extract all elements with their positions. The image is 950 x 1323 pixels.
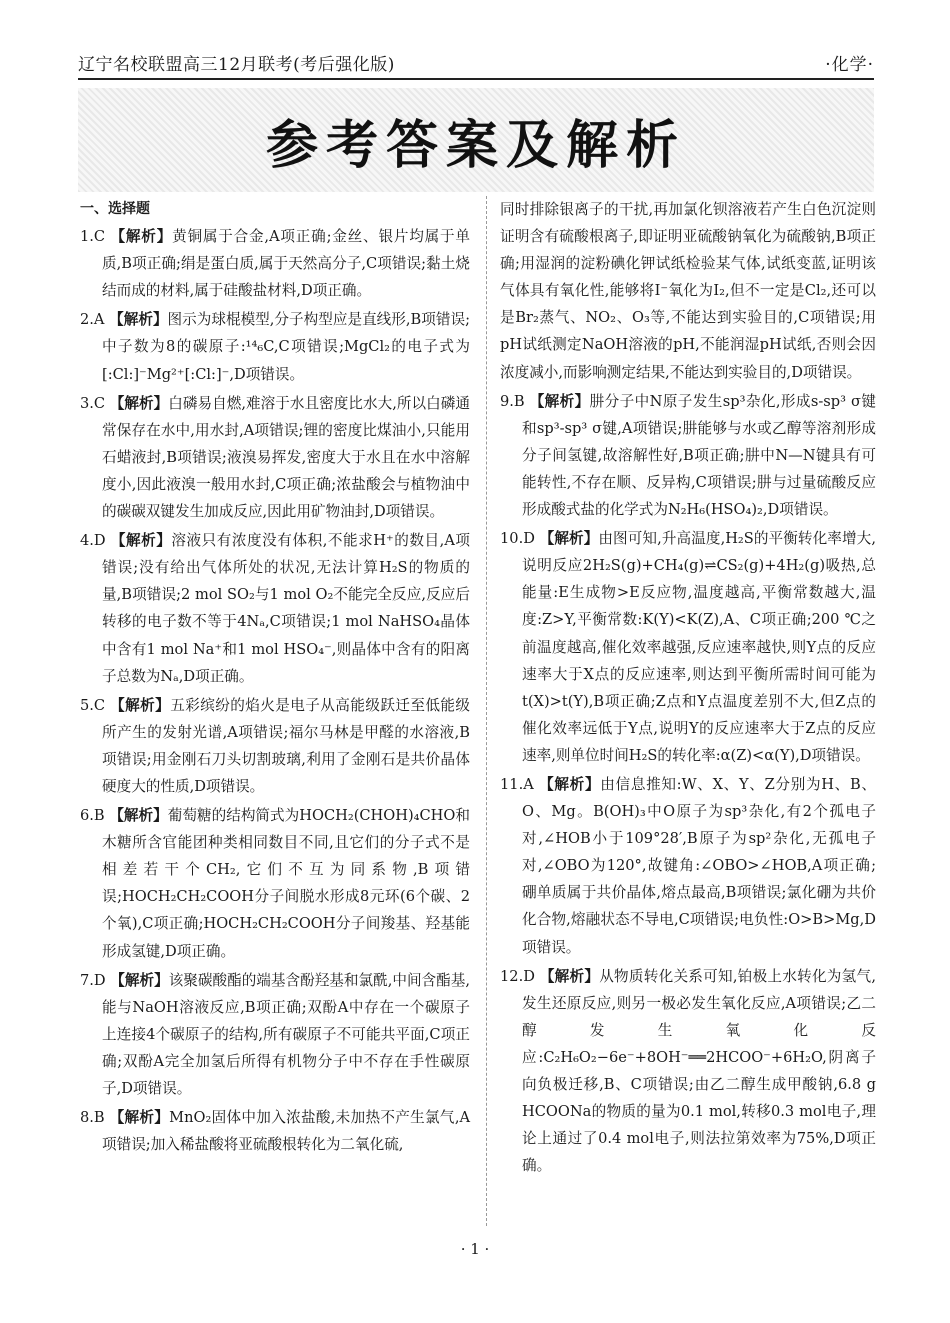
answer-item [80, 802, 470, 965]
answer-number: 2.A [80, 311, 110, 329]
analysis-tag: 【解析】 [529, 392, 590, 410]
answer-item [500, 388, 876, 523]
left-answer-list [80, 223, 470, 1158]
subject-label: ·化学· [825, 55, 874, 75]
answer-number: 11.A [500, 775, 540, 793]
analysis-tag: 【解析】 [109, 394, 169, 412]
answer-number: 4.D [80, 532, 111, 550]
answer-item [80, 306, 470, 387]
analysis-tag: 【解析】 [110, 228, 173, 246]
analysis-text: 溶液只有浓度没有体积,不能求H⁺的数目,A项错误;没有给出气体所处的状况,无法计算H₂S的物质的量,B项错误;2 mol SO₂与1 mol O₂不能完全反应,反应后转移的电子数不等于4Nₐ,C项错误;1 mol NaHSO₄晶体中含有1 mol Na⁺和1 mol HSO₄⁻,则晶体中含有的阳离子总数为Nₐ,D项正确。 [102, 532, 470, 685]
analysis-text: 五彩缤纷的焰火是电子从高能级跃迁至低能级所产生的发射光谱,A项错误;福尔马林是甲醛的水溶液,B项错误;用金刚石刀头切割玻璃,利用了金刚石是共价晶体硬度大的性质,D项错误。 [102, 696, 470, 795]
exam-title: 辽宁名校联盟高三12月联考(考后强化版) [78, 55, 395, 75]
right-column [500, 196, 876, 1181]
answer-item [500, 963, 876, 1180]
analysis-tag: 【解析】 [109, 311, 168, 329]
analysis-text: 图示为球棍模型,分子构型应是直线形,B项错误;中子数为8的碳原子:¹⁴₆C,C项错误;MgCl₂的电子式为[:Cl:]⁻Mg²⁺[:Cl:]⁻,D项错误。 [102, 311, 470, 383]
right-answer-list [500, 196, 876, 1179]
answer-item [80, 527, 470, 690]
answer-number: 10.D [500, 530, 540, 548]
answer-item [80, 1104, 470, 1158]
answer-item [500, 196, 876, 386]
answer-item [500, 771, 876, 961]
answer-number: 9.B [500, 392, 530, 410]
analysis-tag: 【解析】 [109, 1109, 170, 1127]
answer-item [80, 390, 470, 525]
answer-number: 7.D [80, 971, 111, 989]
analysis-text: 由图可知,升高温度,H₂S的平衡转化率增大,说明反应2H₂S(g)+CH₄(g)⇌CS₂(g)+4H₂(g)吸热,总能量:E生成物>E反应物,温度越高,平衡常数越大,温度:Z>Y,平衡常数:K(Y)<K(Z),A、C项正确;200 ℃之前温度越高,催化效率越强,反应速率越快,则Y点的反应速率大于X点的反应速率,则达到平衡所需时间可能为t(X)>t(Y),B项正确;Z点和Y点温度差别不大,但Z点的催化效率远低于Y点,说明Y的反应速率大于Z点的反应速率,则单位时间H₂S的转化率:α(Z)<α(Y),D项错误。 [522, 530, 876, 764]
banner-title: 参考答案及解析 [265, 115, 686, 176]
answer-number: 6.B [80, 807, 110, 825]
answer-number: 8.B [80, 1109, 110, 1127]
title-banner [78, 88, 874, 192]
analysis-text: 同时排除银离子的干扰,再加氯化钡溶液若产生白色沉淀则证明含有硫酸根离子,即证明亚硫酸钠氧化为硫酸钠,B项正确;用湿润的淀粉碘化钾试纸检验某气体,试纸变蓝,证明该气体具有氧化性,能够将I⁻氧化为I₂,但不一定是Cl₂,还可以是Br₂蒸气、NO₂、O₃等,不能达到实验目的,C项错误;用pH试纸测定NaOH溶液的pH,不能润湿pH试纸,否则会因浓度减小,而影响测定结果,不能达到实验目的,D项错误。 [500, 201, 876, 381]
analysis-tag: 【解析】 [110, 696, 171, 714]
analysis-text: 由信息推知:W、X、Y、Z分别为H、B、O、Mg。B(OH)₃中O原子为sp³杂化,有2个孤电子对,∠HOB小于109°28′,B原子为sp²杂化,无孤电子对,∠OBO为120°,故键角:∠OBO>∠HOB,A项正确;硼单质属于共价晶体,熔点最高,B项错误;氯化硼为共价化合物,熔融状态不导电,C项错误;电负性:O>B>Mg,D项错误。 [522, 775, 876, 956]
answer-item [80, 692, 470, 800]
left-column [80, 196, 470, 1160]
analysis-tag: 【解析】 [539, 775, 601, 793]
analysis-tag: 【解析】 [110, 971, 169, 989]
analysis-tag: 【解析】 [539, 530, 599, 548]
analysis-tag: 【解析】 [539, 967, 600, 985]
analysis-text: 从物质转化关系可知,铂极上水转化为氢气,发生还原反应,则另一极必发生氧化反应,A项错误;乙二醇发生氧化反应:C₂H₆O₂−6e⁻+8OH⁻══2HCOO⁻+6H₂O,阴离子向负极迁移,B、C项错误;由乙二醇生成甲酸钠,6.8 g HCOONa的物质的量为0.1 mol,转移0.3 mol电子,理论上通过了0.4 mol电子,则法拉第效率为75%,D项正确。 [522, 967, 876, 1175]
answer-number: 12.D [500, 967, 540, 985]
analysis-text: 黄铜属于合金,A项正确;金丝、银片均属于单质,B项正确;绢是蛋白质,属于天然高分子,C项错误;黏土烧结而成的材料,属于硅酸盐材料,D项正确。 [102, 228, 470, 300]
page-header [78, 52, 874, 80]
analysis-text: 肼分子中N原子发生sp³杂化,形成s-sp³ σ键和sp³-sp³ σ键,A项错误;肼能够与水或乙醇等溶剂形成分子间氢键,故溶解性好,B项正确;肼中N—N键具有可能转性,不存在顺、反异构,C项错误;肼与过量硫酸反应形成酸式盐的化学式为N₂H₆(HSO₄)₂,D项错误。 [522, 392, 876, 519]
column-divider [486, 196, 487, 1226]
answer-item [500, 525, 876, 769]
analysis-tag: 【解析】 [110, 532, 172, 550]
answer-item [80, 967, 470, 1102]
answer-item [80, 223, 470, 304]
answer-number: 1.C [80, 228, 111, 246]
answer-number: 3.C [80, 394, 110, 412]
answer-number: 5.C [80, 696, 111, 714]
section-title: 一、选择题 [80, 201, 150, 217]
analysis-text: 葡萄糖的结构简式为HOCH₂(CHOH)₄CHO和木糖所含官能团种类相同数目不同,且它们的分子式不是相差若干个CH₂,它们不互为同系物,B项错误;HOCH₂CH₂COOH分子间脱水形成8元环(6个碳、2个氧),C项正确;HOCH₂CH₂COOH分子间羧基、羟基能形成氢键,D项正确。 [102, 807, 470, 960]
page-number: · 1 · [460, 1240, 490, 1258]
analysis-text: MnO₂固体中加入浓盐酸,未加热不产生氯气,A项错误;加入稀盐酸将亚硫酸根转化为二氧化硫, [102, 1109, 470, 1154]
analysis-tag: 【解析】 [109, 807, 168, 825]
analysis-text: 该聚碳酸酯的端基含酚羟基和氯酰,中间含酯基,能与NaOH溶液反应,B项正确;双酚A中存在一个碳原子上连接4个碳原子的结构,所有碳原子不可能共平面,C项正确;双酚A完全加氢后所得有机物分子中不存在手性碳原子,D项错误。 [102, 971, 470, 1097]
analysis-text: 白磷易自燃,难溶于水且密度比水大,所以白磷通常保存在水中,用水封,A项错误;锂的密度比煤油小,只能用石蜡液封,B项错误;液溴易挥发,密度大于水且在水中溶解度小,因此液溴一般用水封,C项正确;浓盐酸会与植物油中的碳碳双键发生加成反应,因此用矿物油封,D项错误。 [102, 394, 471, 521]
